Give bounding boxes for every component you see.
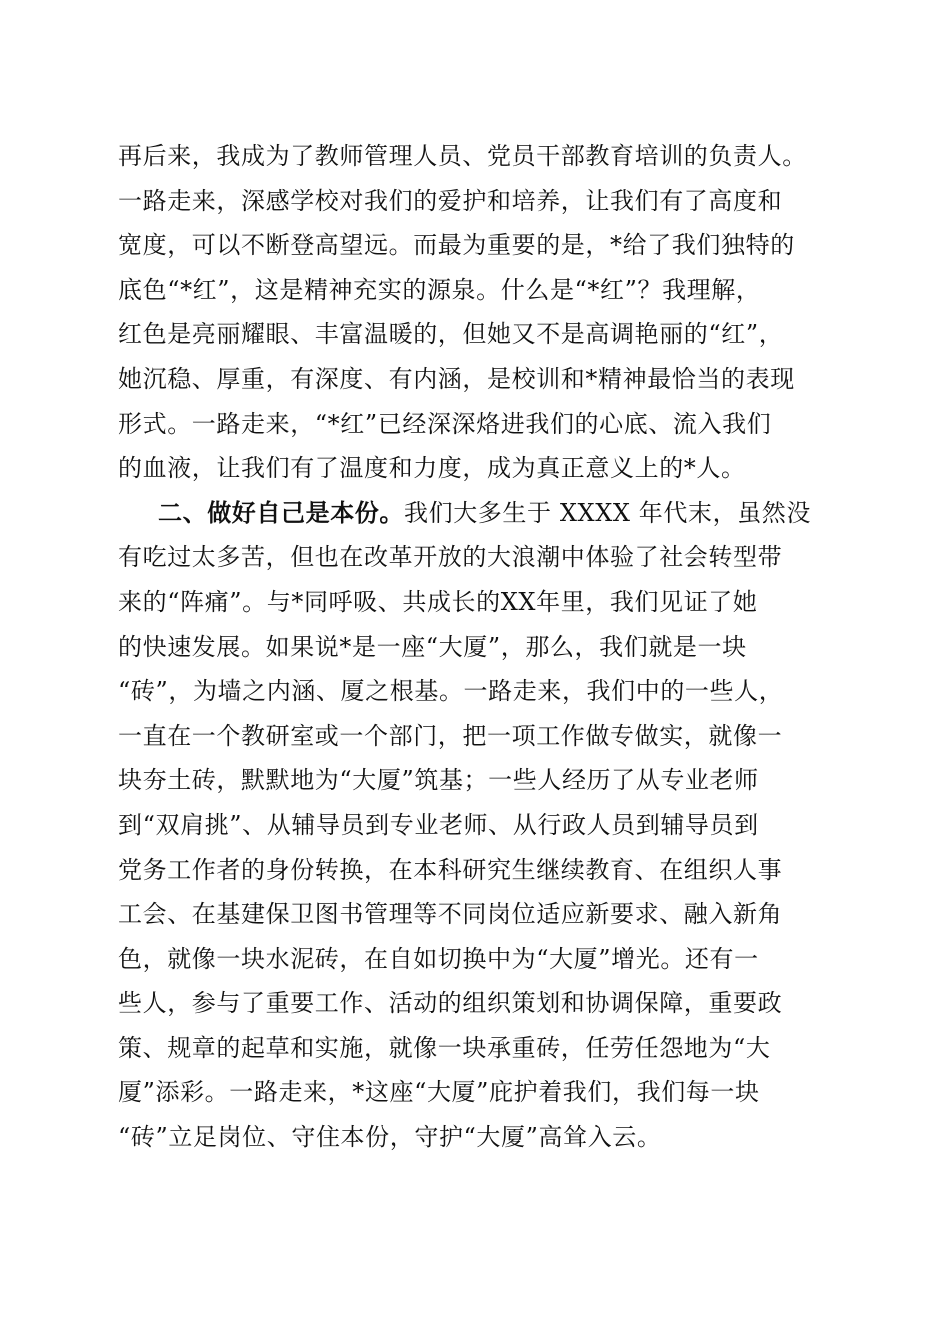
paragraph-line: 色，就像一块水泥砖，在自如切换中为“大厦”增光。还有一: [118, 944, 759, 973]
paragraph-line: 底色“*红”，这是精神充实的源泉。什么是“*红”？我理解，: [118, 275, 761, 304]
paragraph-line: 的快速发展。如果说*是一座“大厦”，那么，我们就是一块: [118, 632, 747, 661]
paragraph-line: 到“双肩挑”、从辅导员到专业老师、从行政人员到辅导员到: [118, 810, 759, 839]
paragraph-line: 厦”添彩。一路走来，*这座“大厦”庇护着我们，我们每一块: [118, 1078, 760, 1107]
paragraph-line: 再后来，我成为了教师管理人员、党员干部教育培训的负责人。: [118, 142, 807, 170]
paragraph-line: 党务工作者的身份转换，在本科研究生继续教育、在组织人事: [118, 855, 783, 884]
paragraph-line: 的血液，让我们有了温度和力度，成为真正意义上的*人。: [118, 454, 746, 483]
paragraph-line: “砖”立足岗位、守住本份，守护“大厦”高耸入云。: [118, 1123, 662, 1152]
paragraph-line: 有吃过太多苦，但也在改革开放的大浪潮中体验了社会转型带: [118, 543, 783, 572]
paragraph-line: 来的“阵痛”。与*同呼吸、共成长的XX年里，我们见证了她: [118, 587, 758, 616]
paragraph-text: 我们大多生于 XXXX 年代末，虽然没: [404, 498, 812, 527]
paragraph-line: 些人，参与了重要工作、活动的组织策划和协调保障，重要政: [118, 989, 783, 1018]
paragraph-line: 一路走来，深感学校对我们的爱护和培养，让我们有了高度和: [118, 186, 783, 215]
paragraph-line: 形式。一路走来，“*红”已经深深烙进我们的心底、流入我们: [118, 409, 772, 438]
paragraph-line: 工会、在基建保卫图书管理等不同岗位适应新要求、融入新角: [118, 900, 783, 929]
paragraph-line: “砖”，为墙之内涵、厦之根基。一路走来，我们中的一些人，: [118, 677, 784, 706]
document-body: [118, 134, 838, 1160]
section-heading: 二、做好自己是本份。: [158, 498, 404, 527]
paragraph-first-line: [118, 491, 838, 536]
paragraph-line: 宽度，可以不断登高望远。而最为重要的是，*给了我们独特的: [118, 231, 795, 260]
paragraph-line: 一直在一个教研室或一个部门，把一项工作做专做实，就像一: [118, 721, 783, 750]
paragraph-line: 策、规章的起草和实施，就像一块承重砖，任劳任怨地为“大: [118, 1033, 771, 1062]
paragraph-1: [118, 134, 838, 491]
paragraph-line: 她沉稳、厚重，有深度、有内涵，是校训和*精神最恰当的表现: [118, 364, 795, 393]
paragraph-2: [118, 491, 838, 1160]
paragraph-line: 块夯土砖，默默地为“大厦”筑基；一些人经历了从专业老师: [118, 766, 759, 795]
paragraph-line: 红色是亮丽耀眼、丰富温暖的，但她又不是高调艳丽的“红”，: [118, 320, 784, 349]
